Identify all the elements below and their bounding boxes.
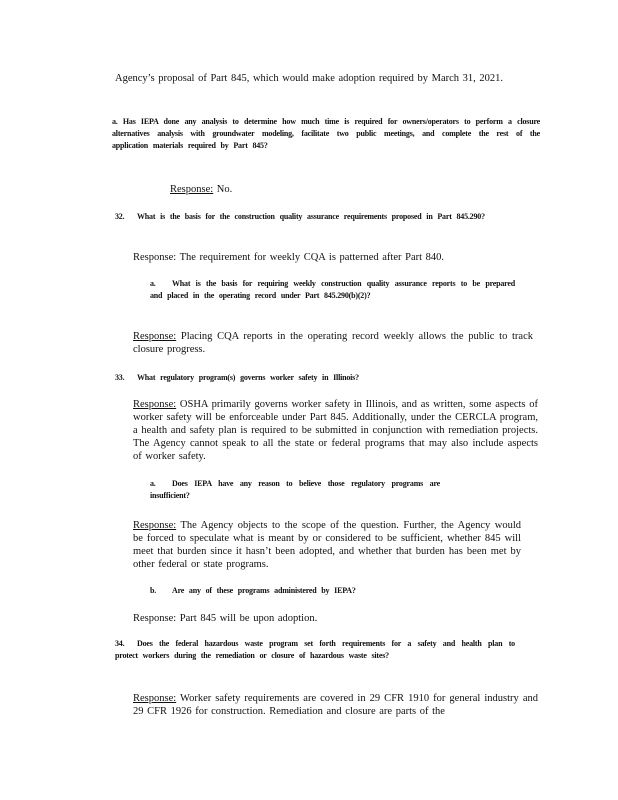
response-text: OSHA primarily governs worker safety in Illinois, and as written, some aspects of worker safety will be enforceable under Part 845. Additionally, under the CERCLA program, a health and safety plan is required to be submitted in conjunction with remediation projects. The Agency cannot speak to all the state or federal programs that may also include aspects of worker safety. — [133, 399, 539, 462]
response-34 — [133, 692, 538, 718]
question-number: a. — [150, 479, 156, 488]
question-32 — [115, 211, 500, 223]
question-number: b. — [150, 586, 157, 595]
question-number: 34. — [115, 639, 125, 648]
response-text: No. — [216, 184, 233, 195]
question-33b — [150, 585, 440, 597]
question-32a — [150, 278, 515, 302]
question-number: 32. — [115, 212, 125, 221]
question-33 — [115, 372, 445, 384]
question-33a — [150, 478, 440, 502]
question-text: What regulatory program(s) governs worker safety in Illinois? — [137, 373, 359, 382]
question-number: a. — [150, 279, 156, 288]
response-32: Response: The requirement for weekly CQA is patterned after Part 840. — [133, 252, 445, 263]
question-text: Does IEPA have any reason to believe those regulatory programs are insufficient? — [150, 479, 440, 500]
question-number: 33. — [115, 373, 125, 382]
response-32a — [133, 330, 533, 356]
question-34 — [115, 638, 515, 662]
response-text: Worker safety requirements are covered in 29 CFR 1910 for general industry and 29 CFR 1926 for construction. Remediation and closure are parts of the — [133, 693, 538, 717]
question-a: a. Has IEPA done any analysis to determine how much time is required for owners/operators to perform a closure alternatives analysis with groundwater modeling, facilitate two public meetings, and complete the rest of the application materials required by Part 845? — [112, 117, 540, 150]
response-text: The Agency objects to the scope of the question. Further, the Agency would be forced to speculate what is meant by or considered to be sufficient, whether 845 will meet that burden since it hasn’t been adopted, and whether that burden has been met by other federal or state programs. — [133, 520, 522, 570]
response-a — [170, 183, 370, 196]
response-text: Placing CQA reports in the operating record weekly allows the public to track closure progress. — [133, 331, 534, 355]
question-text: What is the basis for the construction quality assurance requirements proposed in Part 845.290? — [137, 212, 485, 221]
response-33 — [133, 398, 538, 463]
question-text: Are any of these programs administered by IEPA? — [172, 586, 356, 595]
intro-paragraph: Agency’s proposal of Part 845, which would make adoption required by March 31, 2021. — [115, 73, 504, 84]
question-text: Does the federal hazardous waste program set forth requirements for a safety and health plan to protect workers during the remediation or closure of hazardous waste sites? — [115, 639, 515, 660]
response-label: Response: — [133, 399, 177, 410]
question-text: What is the basis for requiring weekly construction quality assurance reports to be prepared and placed in the operating record under Part 845.290(b)(2)? — [150, 279, 515, 300]
response-label: Response: — [133, 331, 177, 342]
response-label: Response: — [133, 520, 177, 531]
response-label: Response: — [170, 184, 214, 195]
response-label: Response: — [133, 693, 177, 704]
response-33b: Response: Part 845 will be upon adoption. — [133, 613, 318, 624]
response-33a — [133, 519, 521, 571]
